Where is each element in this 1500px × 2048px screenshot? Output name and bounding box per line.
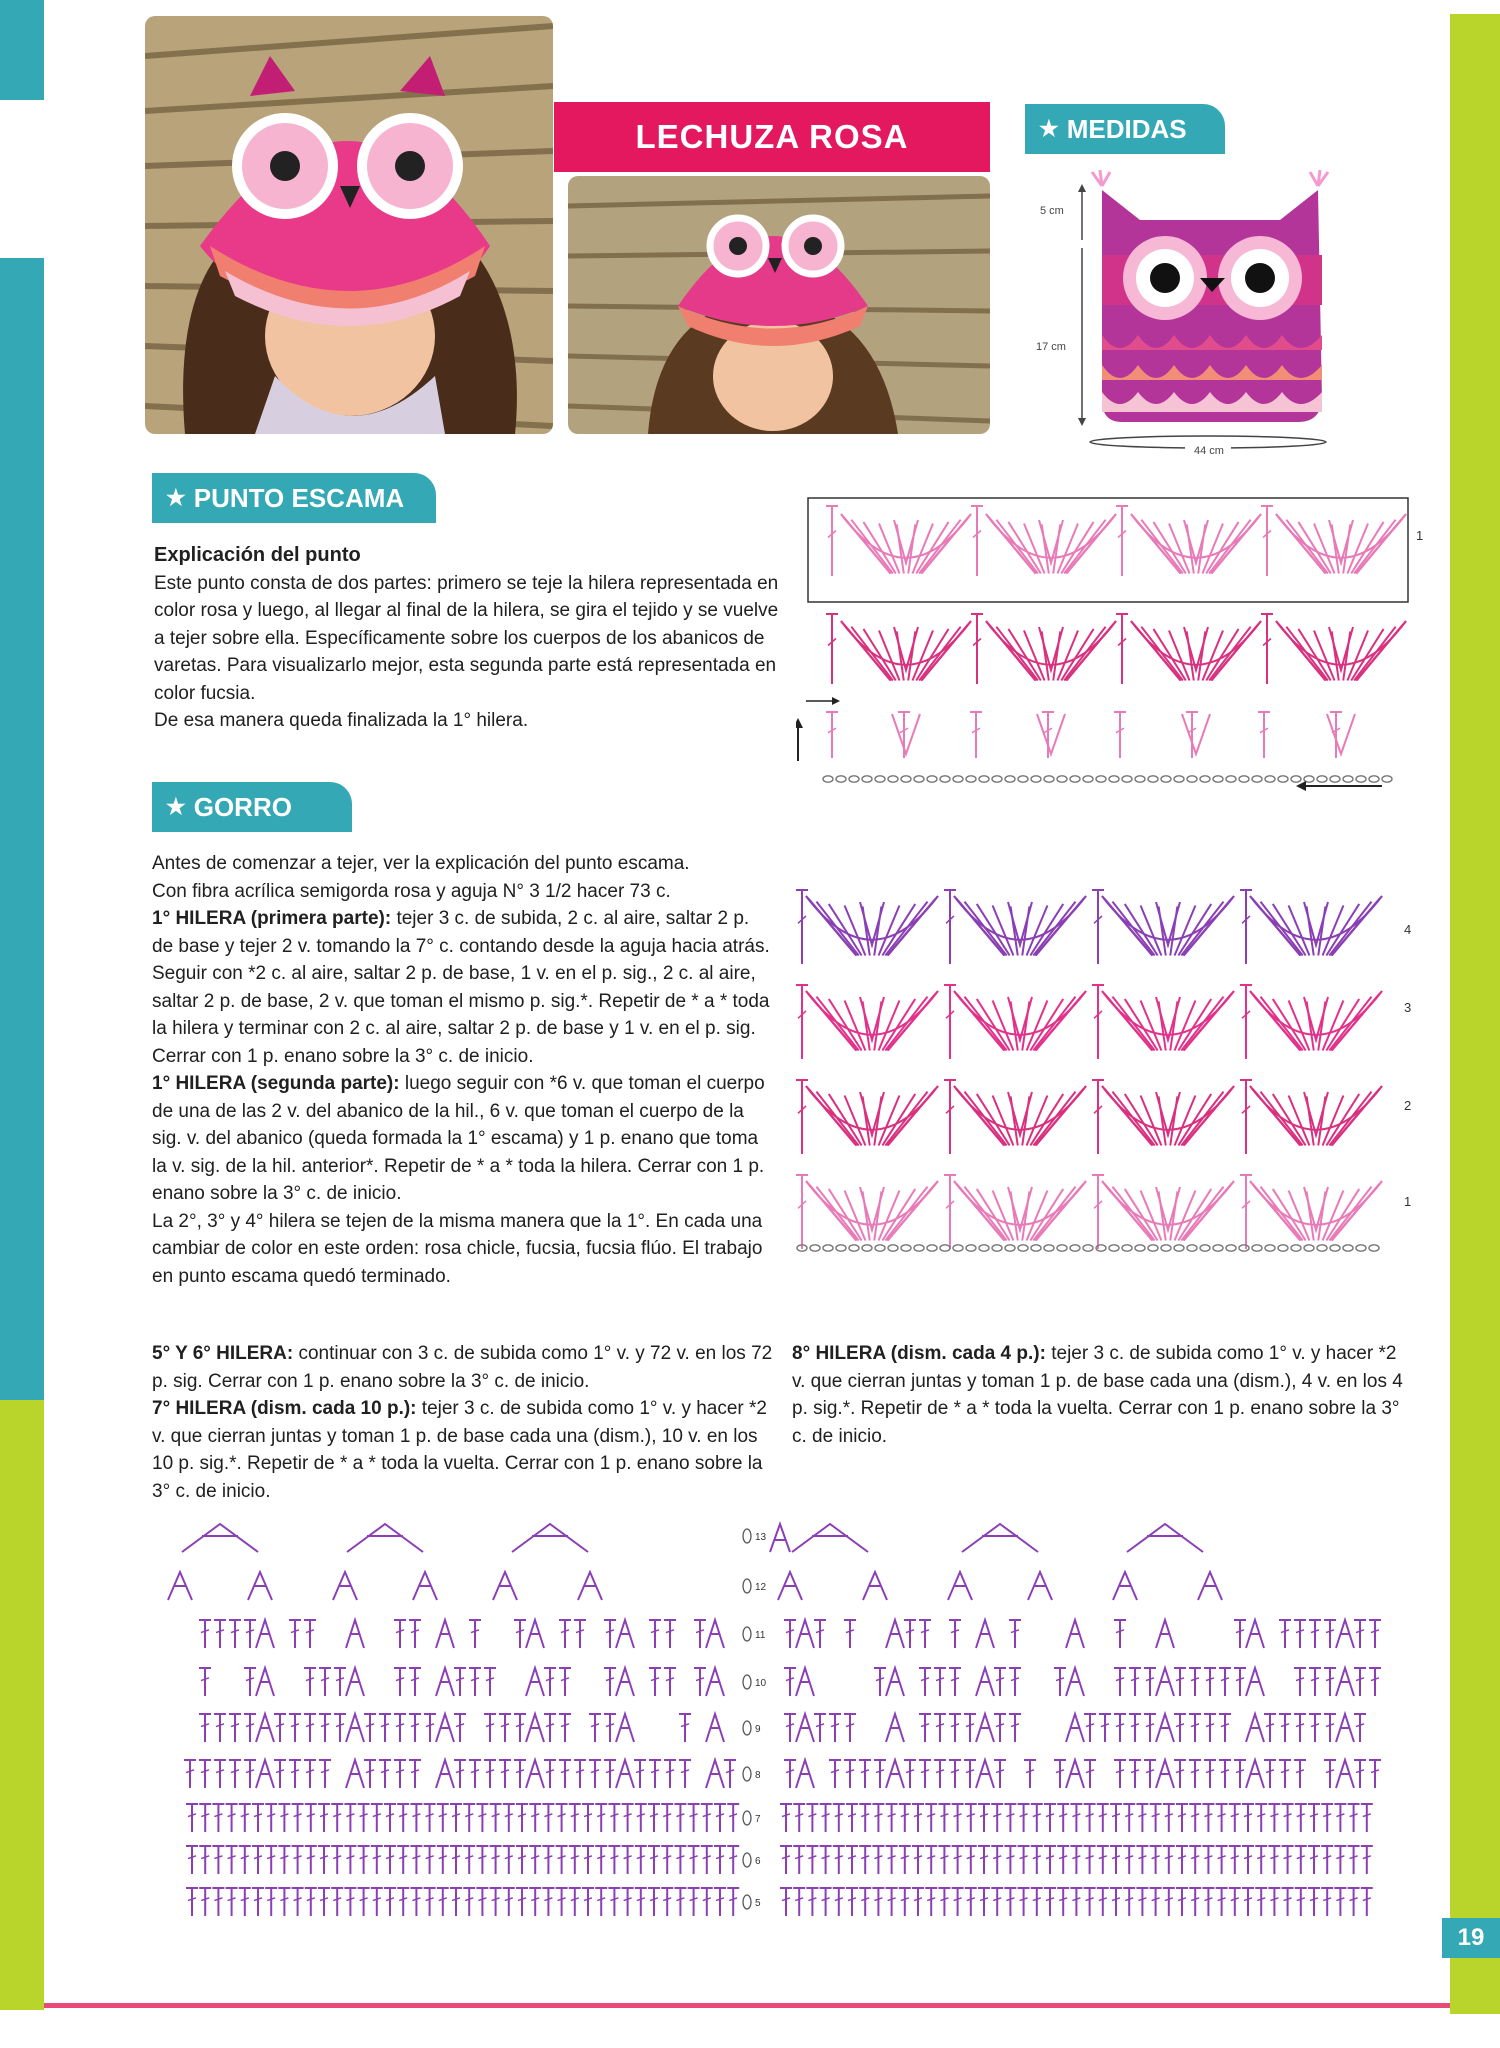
row-text: luego seguir con *6 v. que toman el cuerpo de una de las 2 v. del abanico de la hil., 6 v. que toman el cuerpo de la sig. v. del abanico (queda formada la 1° escama) y 1 p. enano que toma la v. sig. de la hil. anterior*. Repetir de * a * toda la hilera. Cerrar con 1 p. enano sobre la 3° c. de inicio.	[152, 1073, 765, 1204]
gorro-row-7	[152, 1395, 777, 1505]
star-icon: ★	[1039, 116, 1059, 141]
crown-row-number: 7	[755, 1814, 761, 1825]
page-number: 19	[1442, 1918, 1500, 1958]
star-icon: ★	[166, 485, 186, 510]
bottom-rule	[44, 2003, 1450, 2008]
width-label: 44 cm	[1194, 445, 1224, 457]
crown-row-number: 6	[755, 1856, 761, 1867]
crown-row-number: 13	[755, 1532, 767, 1543]
gorro-intro-1: Antes de comenzar a tejer, ver la explicación del punto escama.	[152, 853, 690, 874]
punto-explanation-end: De esa manera queda finalizada la 1° hilera.	[154, 710, 529, 731]
photo-girl-owl-hat-2	[568, 176, 990, 434]
row-label: 5° Y 6° HILERA:	[152, 1343, 294, 1364]
gorro-row-8	[792, 1340, 1414, 1450]
gorro-row-number: 3	[1404, 1000, 1412, 1015]
section-tag-medidas	[1025, 104, 1225, 154]
row-text: continuar con 3 c. de subida como 1° v. y 72 v. en los 72 p. sig. Cerrar con 1 p. enano sobre la 3° c. de inicio.	[152, 1343, 773, 1392]
page-title: LECHUZA ROSA	[554, 102, 990, 172]
ear-height-label: 5 cm	[1040, 205, 1064, 217]
scale-row-number: 1	[1416, 528, 1424, 543]
gorro-row-number: 4	[1404, 922, 1412, 937]
owl-measurement-diagram	[1030, 160, 1350, 460]
row-text: tejer 3 c. de subida como 1° v. y hacer *2 v. que cierran juntas y toman 1 p. de base cada una (dism.), 10 v. en los 10 p. sig.*. Repetir de * a * toda la vuelta. Cerrar con 1 p. enano sobre la 3° c. de inicio.	[152, 1398, 767, 1502]
crown-row-number: 5	[755, 1898, 761, 1909]
gorro-row-number: 1	[1404, 1194, 1412, 1209]
crown-decrease-diagram	[150, 1516, 1390, 1936]
punto-escama-text	[154, 542, 779, 735]
gorro-rows-diagram	[790, 886, 1430, 1266]
medidas-heading: MEDIDAS	[1066, 113, 1187, 144]
crown-row-number: 8	[755, 1770, 761, 1781]
punto-explanation-body: Este punto consta de dos partes: primero se teje la hilera representada en color rosa y luego, al llegar al final de la hilera, se gira el tejido y se vuelve a tejer sobre ella. Específicamente sobre los cuerpos de los abanicos de varetas. Para visualizarlo mejor, esta segunda parte está representada en color fucsia.	[154, 572, 779, 704]
row-label: 1° HILERA (segunda parte):	[152, 1073, 400, 1094]
photo-girl-owl-hat-1	[145, 16, 553, 434]
section-tag-gorro	[152, 782, 352, 832]
crown-row-number: 12	[755, 1582, 767, 1593]
crown-row-number: 9	[755, 1724, 761, 1735]
row-text: tejer 3 c. de subida como 1° v. y hacer *2 v. que cierran juntas y toman 1 p. de base cada una (dism.), 4 v. en los 4 p. sig.*. Repetir de * a * toda la vuelta. Cerrar con 1 p. enano sobre la 3° c. de inicio.	[792, 1343, 1403, 1447]
left-accent-bar-lower	[0, 258, 44, 1400]
row-text: tejer 3 c. de subida, 2 c. al aire, saltar 2 p. de base y tejer 2 v. tomando la 7° c. contando desde la aguja hacia atrás. Seguir con *2 c. al aire, saltar 2 p. de base, 1 v. en el p. sig., 2 c. al aire, saltar 2 p. de base, 2 v. que toman el mismo p. sig.*. Repetir de * a * toda la hilera y terminar con 2 c. al aire, saltar 2 p. de base y 1 v. en el p. sig. Cerrar con 1 p. enano sobre la 3° c. de inicio.	[152, 908, 770, 1067]
right-lime-bar	[1450, 14, 1500, 2014]
punto-escama-heading: PUNTO ESCAMA	[193, 482, 405, 513]
scale-stitch-diagram	[796, 496, 1436, 792]
crown-row-number: 10	[755, 1678, 767, 1689]
section-tag-punto-escama	[152, 473, 436, 523]
star-icon: ★	[166, 794, 186, 819]
gorro-rows-5-7	[152, 1340, 777, 1505]
punto-explanation-title: Explicación del punto	[154, 544, 361, 566]
left-lime-bar	[0, 1400, 44, 2010]
gorro-rows-2-4: La 2°, 3° y 4° hilera se tejen de la misma manera que la 1°. En cada una cambiar de color en este orden: rosa chicle, fucsia, fucsia flúo. El trabajo en punto escama quedó terminado.	[152, 1210, 763, 1287]
gorro-intro-2: Con fibra acrílica semigorda rosa y aguja N° 3 1/2 hacer 73 c.	[152, 880, 671, 902]
gorro-row-number: 2	[1404, 1098, 1412, 1113]
row-label: 1° HILERA (primera parte):	[152, 908, 392, 929]
body-height-label: 17 cm	[1036, 341, 1066, 353]
row-label: 7° HILERA (dism. cada 10 p.):	[152, 1398, 417, 1419]
gorro-heading: GORRO	[193, 791, 292, 822]
gorro-row-5-6	[152, 1340, 777, 1395]
row-label: 8° HILERA (dism. cada 4 p.):	[792, 1343, 1046, 1364]
gorro-row-1b	[152, 1070, 772, 1208]
left-accent-bar	[0, 0, 44, 100]
gorro-row-8-block	[792, 1340, 1414, 1450]
gorro-instructions	[152, 850, 772, 1290]
gorro-row-1a	[152, 905, 772, 1070]
crown-row-number: 11	[755, 1630, 766, 1641]
